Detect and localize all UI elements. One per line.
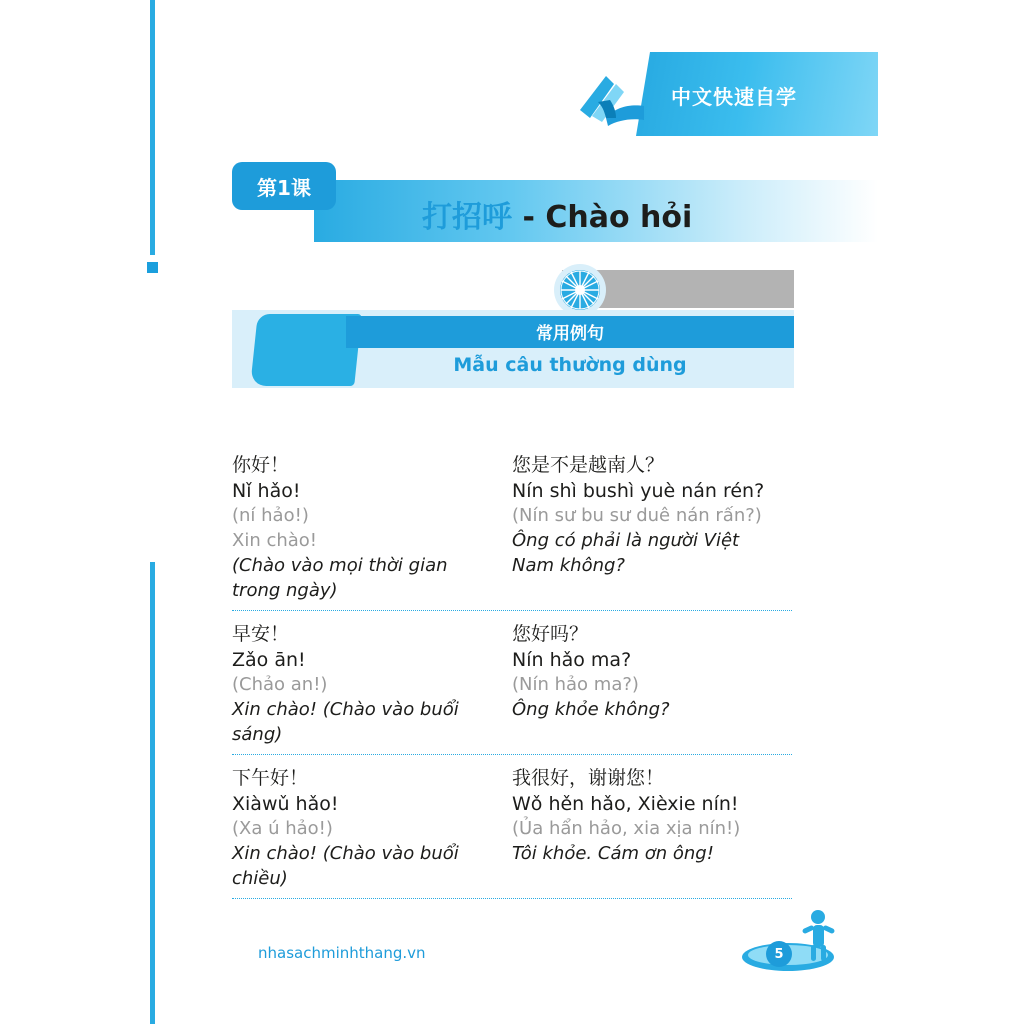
- phrase-pinyin: Xiàwǔ hǎo!: [232, 792, 339, 815]
- audio-disc-icon: [552, 262, 608, 318]
- header-banner: [576, 52, 878, 136]
- phrase-translation: Xin chào! (Chào vào buổi chiều): [232, 842, 459, 889]
- section-header: [232, 262, 794, 390]
- phrase-hanzi: 您好吗？: [512, 622, 589, 645]
- phrase-hanzi: 我很好，谢谢您！: [512, 766, 665, 789]
- table-cell-left: [232, 765, 512, 892]
- phrase-hanzi: 下午好！: [232, 766, 309, 789]
- phrase-approx: (Xa ú hảo!): [232, 818, 333, 840]
- phrase-translation: (Chào vào mọi thời gian trong ngày): [232, 555, 448, 601]
- lesson-badge: 第1课: [232, 162, 336, 210]
- lesson-title-vietnamese: Chào hỏi: [545, 200, 693, 235]
- phrase-pinyin: Nín shì bushì yuè nán rén?: [512, 480, 765, 503]
- phrase-approx: (Nín sư bu sư duê nán rấn?): [512, 505, 762, 527]
- phrase-approx: (Chảo an!): [232, 674, 328, 696]
- phrase-translation: Xin chào! (Chào vào buổi sáng): [232, 699, 459, 745]
- table-cell-left: [232, 452, 512, 604]
- table-cell-right: [512, 765, 792, 892]
- phrase-translation: Ông khỏe không?: [512, 699, 670, 721]
- phrase-translation-grey: Xin chào!: [232, 530, 318, 552]
- spine-square-marker: [147, 262, 158, 273]
- phrase-approx: (Ủa hẩn hảo, xia xịa nín!): [512, 818, 741, 840]
- table-row: [232, 452, 792, 611]
- page-number-badge: [740, 905, 850, 985]
- lesson-title-chinese: 打招呼: [422, 200, 512, 235]
- phrase-pinyin: Nǐ hǎo!: [232, 480, 301, 503]
- phrase-approx: (Nín hảo ma?): [512, 674, 639, 696]
- phrase-translation: Ông có phải là người Việt Nam không?: [512, 530, 740, 577]
- table-cell-right: [512, 621, 792, 748]
- lesson-title: [422, 192, 692, 236]
- table-row: [232, 765, 792, 899]
- table-cell-left: [232, 621, 512, 748]
- phrase-hanzi: 早安！: [232, 622, 290, 645]
- spine-top-rule: [150, 0, 155, 255]
- header-title: 中文快速自学: [671, 85, 797, 109]
- open-book-icon: [576, 66, 648, 128]
- phrase-approx: (ní hảo!): [232, 505, 309, 527]
- phrase-translation: Tôi khỏe. Cám ơn ông!: [512, 842, 714, 864]
- lesson-header: [232, 162, 878, 242]
- phrase-pinyin: Wǒ hěn hǎo, Xièxie nín!: [512, 792, 739, 815]
- table-cell-right: [512, 452, 792, 604]
- phrase-hanzi: 你好！: [232, 454, 290, 476]
- table-row: [232, 621, 792, 755]
- page-number: 5: [766, 941, 792, 967]
- section-title-chinese: 常用例句: [536, 324, 604, 344]
- phrase-pinyin: Nín hǎo ma?: [512, 648, 632, 671]
- phrase-table: [232, 452, 792, 899]
- section-title-vietnamese: Mẫu câu thường dùng: [453, 354, 687, 376]
- spine-bottom-rule: [150, 562, 155, 1024]
- phrase-hanzi: 您是不是越南人？: [512, 454, 665, 476]
- lesson-title-separator: -: [512, 200, 546, 235]
- website-link[interactable]: nhasachminhthang.vn: [258, 944, 426, 962]
- phrase-pinyin: Zǎo ān!: [232, 648, 306, 671]
